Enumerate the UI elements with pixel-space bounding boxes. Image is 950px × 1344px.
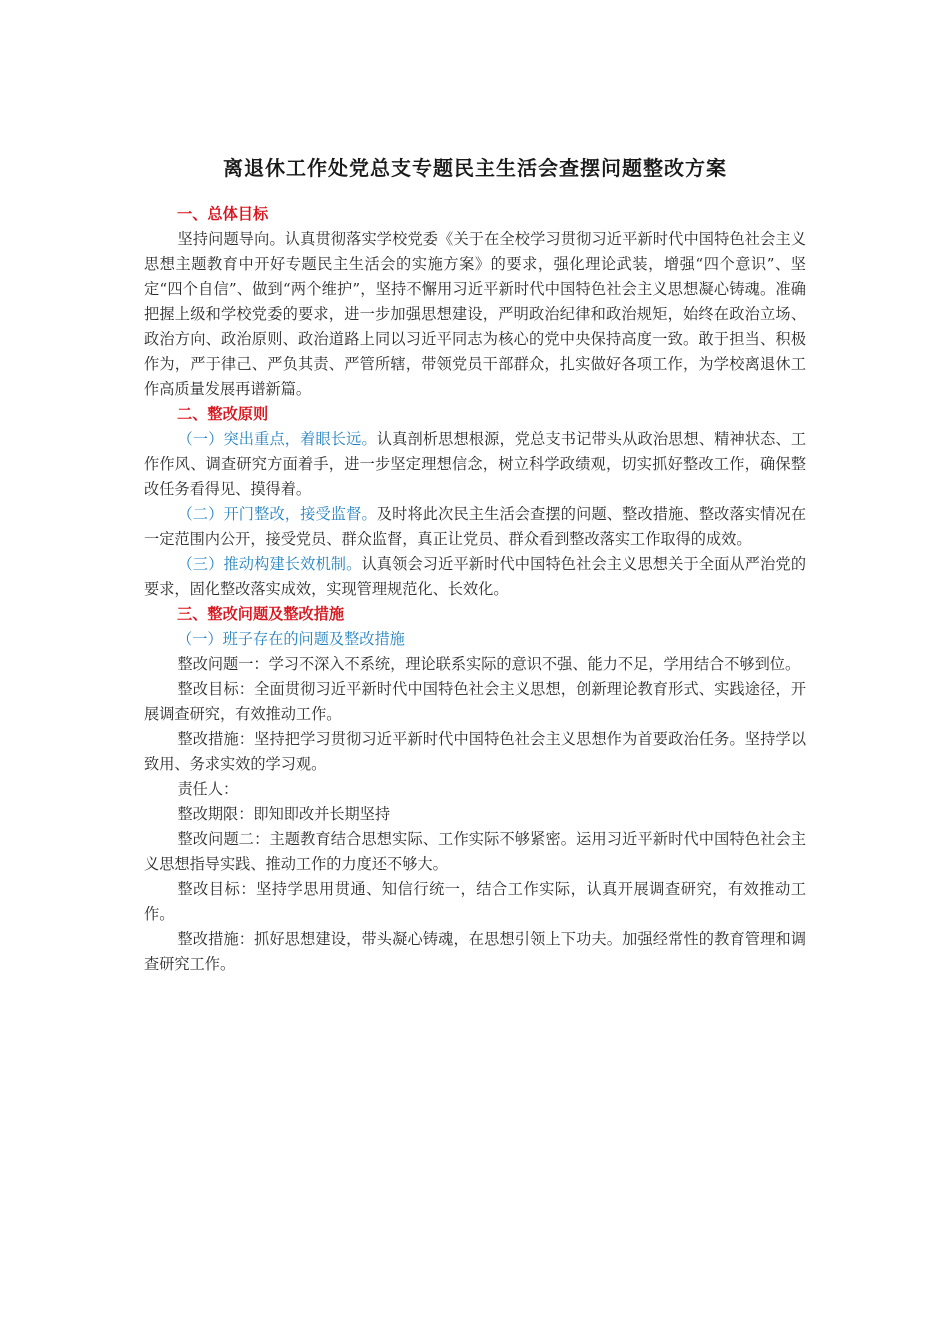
rectification-item: 整改目标：坚持学思用贯通、知信行统一，结合工作实际，认真开展调查研究，有效推动工作。 <box>144 880 806 923</box>
subsection-heading-team-issues: （一）班子存在的问题及整改措施 <box>177 630 405 648</box>
principle-1-text: 认真剖析思想根源，党总支书记带头从政治思想、精神状态、工作作风、调查研究方面着手，进一步坚定理想信念，树立科学政绩观，切实抓好整改工作，确保整改任务看得见、摸得着。 <box>144 430 807 498</box>
principle-3-paragraph <box>144 552 806 602</box>
principle-1-label: （一）突出重点，着眼长远。 <box>177 430 377 448</box>
principle-3-label: （三）推动构建长效机制。 <box>177 555 362 573</box>
principle-2-text: 及时将此次民主生活会查摆的问题、整改措施、整改落实情况在一定范围内公开，接受党员、群众监督，真正让党员、群众看到整改落实工作取得的成效。 <box>144 505 807 548</box>
document-page <box>144 150 806 977</box>
principle-2-label: （二）开门整改，接受监督。 <box>177 505 377 523</box>
principle-1-paragraph <box>144 427 806 502</box>
rectification-item: 整改措施：抓好思想建设，带头凝心铸魂，在思想引领上下功夫。加强经常性的教育管理和调查研究工作。 <box>144 930 806 973</box>
section-heading-principles: 二、整改原则 <box>177 405 269 423</box>
overall-goal-paragraph: 坚持问题导向。认真贯彻落实学校党委《关于在全校学习贯彻习近平新时代中国特色社会主义思想主题教育中开好专题民主生活会的实施方案》的要求，强化理论武装，增强“四个意识”、坚定“四个自信”、做到“两个维护”，坚持不懈用习近平新时代中国特色社会主义思想凝心铸魂。准确把握上级和学校党委的要求，进一步加强思想建设，严明政治纪律和政治规矩，始终在政治立场、政治方向、政治原则、政治道路上同以习近平同志为核心的党中央保持高度一致。敢于担当、积极作为，严于律己、严负其责、严管所辖，带领党员干部群众，扎实做好各项工作，为学校离退休工作高质量发展再谱新篇。 <box>144 230 806 398</box>
rectification-item: 整改问题二：主题教育结合思想实际、工作实际不够紧密。运用习近平新时代中国特色社会主义思想指导实践、推动工作的力度还不够大。 <box>144 830 806 873</box>
principle-2-paragraph <box>144 502 806 552</box>
rectification-item: 整改期限：即知即改并长期坚持 <box>177 805 391 823</box>
rectification-item: 整改目标：全面贯彻习近平新时代中国特色社会主义思想，创新理论教育形式、实践途径，开展调查研究，有效推动工作。 <box>144 680 806 723</box>
page-title: 离退休工作处党总支专题民主生活会查摆问题整改方案 <box>223 156 727 180</box>
rectification-item: 责任人： <box>177 780 239 798</box>
principle-3-text: 认真领会习近平新时代中国特色社会主义思想关于全面从严治党的要求，固化整改落实成效，实现管理规范化、长效化。 <box>144 555 807 598</box>
section-heading-overall-goal: 一、总体目标 <box>177 205 269 223</box>
rectification-item: 整改措施：坚持把学习贯彻习近平新时代中国特色社会主义思想作为首要政治任务。坚持学以致用、务求实效的学习观。 <box>144 730 806 773</box>
section-heading-rectification: 三、整改问题及整改措施 <box>177 605 345 623</box>
rectification-item: 整改问题一：学习不深入不系统，理论联系实际的意识不强、能力不足，学用结合不够到位。 <box>177 655 801 673</box>
